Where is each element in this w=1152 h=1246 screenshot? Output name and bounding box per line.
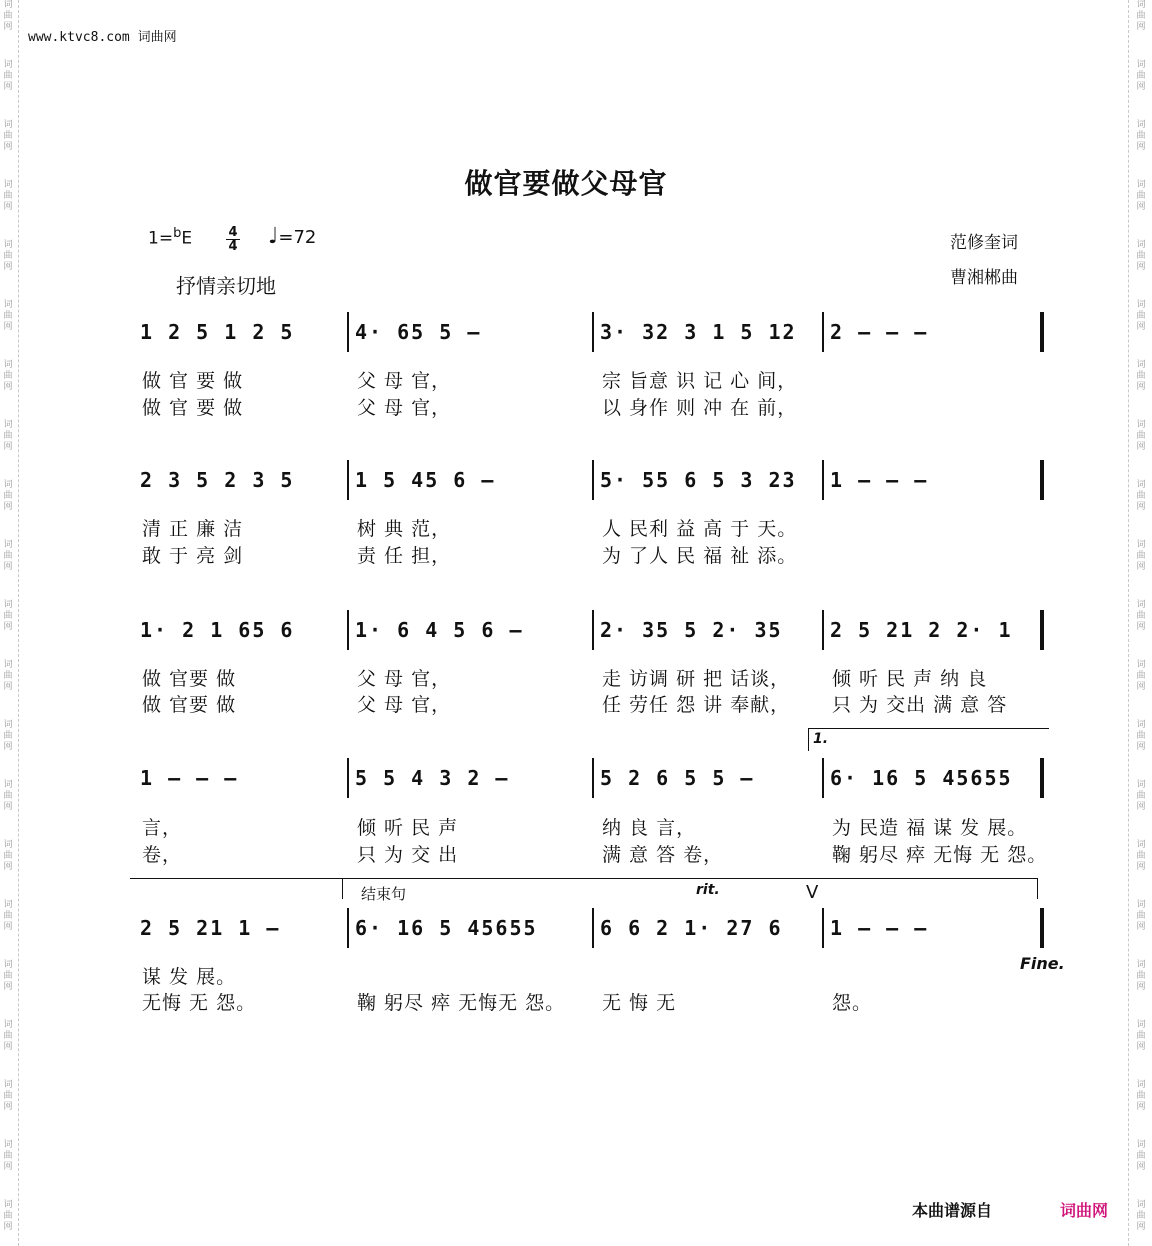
watermark-text: 词 曲 网 [1136, 900, 1146, 932]
watermark-text: 词 曲 网 [3, 120, 13, 152]
quarter-note-icon: ♩ [268, 224, 279, 249]
watermark-text: 词 曲 网 [3, 780, 13, 812]
watermark-text: 词 曲 网 [1136, 1140, 1146, 1172]
measure [355, 908, 595, 954]
watermark-text: 词 曲 网 [3, 660, 13, 692]
barline [592, 610, 594, 650]
lyric-verse1: 倾 听 民 声 纳 良 [832, 668, 988, 690]
lyric-verse1: 父 母 官， [357, 370, 452, 392]
barline [592, 908, 594, 948]
watermark-text: 词 曲 网 [1136, 360, 1146, 392]
barline [347, 610, 349, 650]
barline [1040, 312, 1044, 352]
watermark-text: 词 曲 网 [1136, 1020, 1146, 1052]
measure [140, 312, 350, 358]
watermark-text: 词 曲 网 [3, 60, 13, 92]
watermark-text: 词 曲 网 [3, 720, 13, 752]
lyric-verse2: 只 为 交 出 [357, 844, 459, 866]
measure-notes: 6· 16 5 45655 [355, 916, 538, 940]
lyric-verse2: 为 了人 民 福 祉 添。 [602, 545, 798, 567]
lyric-verse1: 父 母 官， [357, 668, 452, 690]
ending-phrase-bracket [342, 878, 1038, 903]
footer-source-text: 本曲谱源自 [912, 1201, 993, 1220]
measure [140, 610, 350, 656]
barline [822, 610, 824, 650]
barline [822, 908, 824, 948]
watermark-text: 词 曲 网 [3, 180, 13, 212]
watermark-text: 词 曲 网 [1136, 1080, 1146, 1112]
measure-notes: 2· 35 5 2· 35 [600, 618, 783, 642]
measure-notes: 1 – – – [830, 916, 929, 940]
ending-line-left [130, 878, 342, 879]
watermark-text: 词 曲 网 [3, 600, 13, 632]
watermark-text: 词 曲 网 [3, 1080, 13, 1112]
first-ending-label: 1. [813, 731, 829, 747]
lyric-verse2: 做 官要 做 [142, 694, 237, 716]
footer-brand-link[interactable]: 词曲网 [1060, 1201, 1109, 1220]
watermark-text: 词 曲 网 [1136, 120, 1146, 152]
measure-notes: 2 – – – [830, 320, 929, 344]
lyric-verse2: 以 身作 则 冲 在 前， [602, 397, 798, 419]
barline [822, 312, 824, 352]
watermark-text: 词 曲 网 [1136, 720, 1146, 752]
measure [355, 460, 595, 506]
measure-notes: 2 5 21 2 2· 1 [830, 618, 1013, 642]
barline [347, 758, 349, 798]
measure [830, 908, 1040, 954]
lyric-verse2: 卷， [142, 844, 183, 866]
lyric-verse2: 任 劳任 怨 讲 奉献， [602, 694, 791, 716]
measure-notes: 1 – – – [830, 468, 929, 492]
song-title: 做官要做父母官 [464, 167, 668, 200]
lyric-verse1: 人 民利 益 高 于 天。 [602, 518, 798, 540]
lyric-verse2: 怨。 [832, 992, 873, 1014]
barline [347, 460, 349, 500]
measure-notes: 5 2 6 5 5 – [600, 766, 755, 790]
lyric-verse2: 无 悔 无 [602, 992, 677, 1014]
watermark-text: 词 曲 网 [1136, 660, 1146, 692]
key-signature: 1=$^b$E [148, 226, 193, 249]
measure-notes: 5 5 4 3 2 – [355, 766, 510, 790]
measure-notes: 6· 16 5 45655 [830, 766, 1013, 790]
lyric-verse2: 无悔 无 怨。 [142, 992, 257, 1014]
measure [355, 758, 595, 804]
watermark-text: 词 曲 网 [3, 1020, 13, 1052]
measure [830, 460, 1040, 506]
measure [355, 610, 595, 656]
composer-credit: 曹湘郴曲 [950, 268, 1018, 288]
measure-notes: 3· 32 3 1 5 12 [600, 320, 797, 344]
barline [347, 908, 349, 948]
barline [1040, 460, 1044, 500]
watermark-text: 词 曲 网 [3, 840, 13, 872]
first-ending-bracket [808, 728, 1049, 751]
watermark-text: 词 曲 网 [1136, 420, 1146, 452]
measure [140, 758, 350, 804]
watermark-text: 词 曲 网 [1136, 960, 1146, 992]
measure-notes: 6 6 2 1· 27 6 [600, 916, 783, 940]
measure-notes: 1· 6 4 5 6 – [355, 618, 524, 642]
watermark-text: 词 曲 网 [1136, 840, 1146, 872]
watermark-text: 词 曲 网 [1136, 300, 1146, 332]
lyric-verse2: 只 为 交出 满 意 答 [832, 694, 1008, 716]
lyric-verse2: 鞠 躬尽 瘁 无悔 无 怨。 [832, 844, 1048, 866]
measure [600, 610, 825, 656]
watermark-text: 词 曲 网 [3, 900, 13, 932]
watermark-text: 词 曲 网 [1136, 240, 1146, 272]
watermark-text: 词 曲 网 [3, 540, 13, 572]
expression-marking: 抒情亲切地 [176, 274, 276, 298]
barline [822, 758, 824, 798]
watermark-text: 词 曲 网 [3, 360, 13, 392]
lyric-verse2: 父 母 官， [357, 694, 452, 716]
ritardando-marking: rit. [696, 882, 720, 898]
breath-mark: V [806, 882, 819, 903]
barline [592, 460, 594, 500]
watermark-text: 词 曲 网 [1136, 780, 1146, 812]
lyric-verse1: 谋 发 展。 [142, 966, 237, 988]
measure-notes: 5· 55 6 5 3 23 [600, 468, 797, 492]
watermark-text: 词 曲 网 [3, 960, 13, 992]
watermark-text: 词 曲 网 [3, 1200, 13, 1232]
barline [592, 758, 594, 798]
measure [600, 460, 825, 506]
lyric-verse1: 做 官要 做 [142, 668, 237, 690]
barline [1040, 610, 1044, 650]
time-signature: 4 4 [226, 226, 240, 253]
watermark-text: 词 曲 网 [1136, 60, 1146, 92]
lyric-verse1: 为 民造 福 谋 发 展。 [832, 817, 1028, 839]
measure-notes: 1· 2 1 65 6 [140, 618, 295, 642]
lyric-verse2: 鞠 躬尽 瘁 无悔无 怨。 [357, 992, 566, 1014]
watermark-text: 词 曲 网 [3, 480, 13, 512]
watermark-text: 词 曲 网 [1136, 1200, 1146, 1232]
lyric-verse1: 言， [142, 817, 183, 839]
watermark-text: 词 曲 网 [1136, 180, 1146, 212]
watermark-text: 词 曲 网 [3, 300, 13, 332]
measure [355, 312, 595, 358]
watermark-text: 词 曲 网 [1136, 0, 1146, 32]
measure [830, 610, 1040, 656]
watermark-text: 词 曲 网 [1136, 600, 1146, 632]
site-label[interactable]: www.ktvc8.com 词曲网 [28, 30, 177, 45]
lyric-verse2: 满 意 答 卷， [602, 844, 724, 866]
measure [600, 758, 825, 804]
measure [140, 460, 350, 506]
measure [830, 312, 1040, 358]
watermark-text: 词 曲 网 [3, 0, 13, 32]
measure-notes: 1 2 5 1 2 5 [140, 320, 295, 344]
lyric-verse2: 父 母 官， [357, 397, 452, 419]
barline [592, 312, 594, 352]
measure-notes: 4· 65 5 – [355, 320, 482, 344]
lyric-verse2: 敢 于 亮 剑 [142, 545, 244, 567]
lyric-verse1: 做 官 要 做 [142, 370, 244, 392]
lyric-verse2: 责 任 担， [357, 545, 452, 567]
measure [140, 908, 350, 954]
lyric-verse1: 宗 旨意 识 记 心 间， [602, 370, 798, 392]
barline [1040, 908, 1044, 948]
watermark-text: 词 曲 网 [3, 420, 13, 452]
measure [830, 758, 1040, 804]
measure [600, 908, 825, 954]
barline [1040, 758, 1044, 798]
watermark-text: 词 曲 网 [1136, 540, 1146, 572]
ending-phrase-label: 结束句 [361, 885, 407, 903]
fine-marking: Fine. [1020, 954, 1065, 973]
lyric-verse2: 做 官 要 做 [142, 397, 244, 419]
lyricist-credit: 范修奎词 [950, 233, 1018, 253]
barline [347, 312, 349, 352]
measure-notes: 2 3 5 2 3 5 [140, 468, 295, 492]
measure-notes: 2 5 21 1 – [140, 916, 281, 940]
barline [822, 460, 824, 500]
lyric-verse1: 倾 听 民 声 [357, 817, 459, 839]
measure-notes: 1 5 45 6 – [355, 468, 496, 492]
watermark-text: 词 曲 网 [1136, 480, 1146, 512]
measure [600, 312, 825, 358]
lyric-verse1: 清 正 廉 洁 [142, 518, 244, 540]
lyric-verse1: 走 访调 研 把 话谈， [602, 668, 791, 690]
watermark-text: 词 曲 网 [3, 1140, 13, 1172]
watermark-text: 词 曲 网 [3, 240, 13, 272]
lyric-verse1: 纳 良 言， [602, 817, 697, 839]
measure-notes: 1 – – – [140, 766, 239, 790]
lyric-verse1: 树 典 范， [357, 518, 452, 540]
tempo-marking: ♩=72 [268, 224, 317, 249]
